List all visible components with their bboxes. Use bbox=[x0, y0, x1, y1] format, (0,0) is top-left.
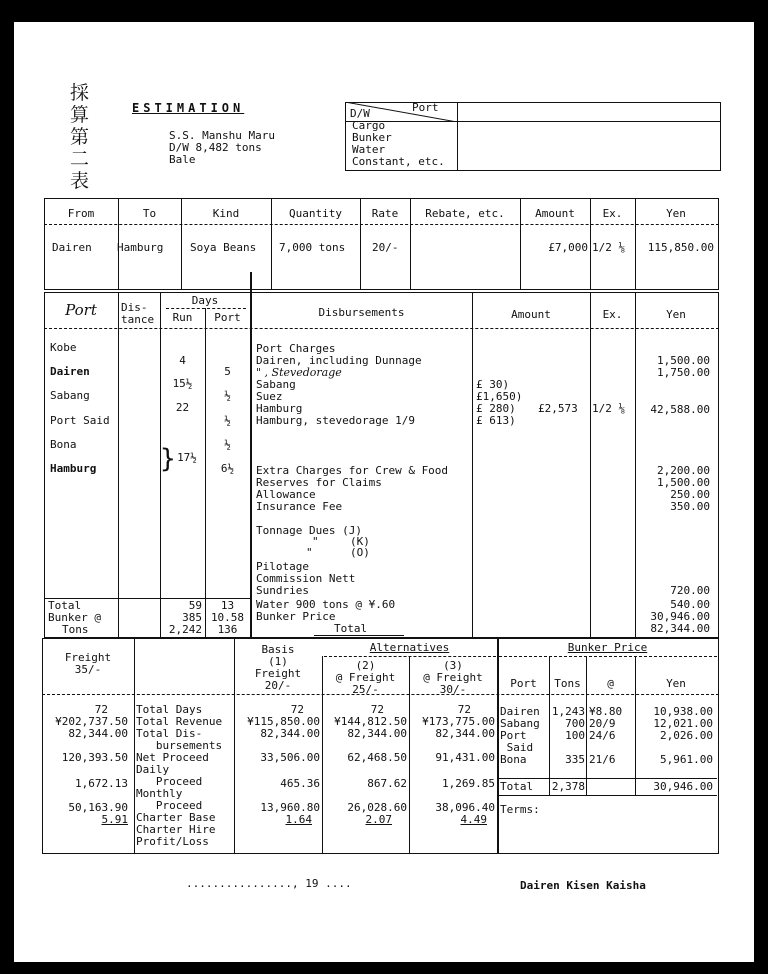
alt2-daily: 867.62 bbox=[367, 777, 407, 790]
voyage-header-port-days: Port bbox=[214, 311, 241, 324]
company-name: Dairen Kisen Kaisha bbox=[520, 879, 646, 892]
voyage-header-disbursements: Disbursements bbox=[318, 306, 405, 319]
dw-row-constant: Constant, etc. bbox=[352, 155, 445, 168]
yen-extra-1: 2,200.00 bbox=[657, 464, 710, 477]
extra-allowance: Allowance bbox=[256, 488, 316, 501]
port-port-said: Port Said bbox=[50, 414, 110, 427]
freight-total-disb: 82,344.00 bbox=[68, 727, 128, 740]
bunker-header-at: @ bbox=[607, 677, 614, 690]
totals-port-3: 136 bbox=[217, 623, 238, 636]
document-page bbox=[14, 22, 754, 962]
basis-monthly: 13,960.80 bbox=[260, 801, 320, 814]
yen-extra-2: 1,500.00 bbox=[657, 476, 710, 489]
ship-name: S.S. Manshu Maru bbox=[169, 129, 275, 142]
freight-yen: 115,850.00 bbox=[647, 241, 714, 254]
tonnage-dues: Tonnage Dues (J) bbox=[256, 524, 362, 537]
bunker-total-label: Total bbox=[500, 780, 534, 793]
freight-daily: 1,672.13 bbox=[75, 777, 128, 790]
port-hamburg: Hamburg bbox=[50, 462, 97, 475]
bunker-tons: 1,243 700 100 335 bbox=[551, 705, 585, 766]
voyage-header-days: Days bbox=[191, 294, 219, 307]
totals-run-3: 2,242 bbox=[168, 623, 202, 636]
disb-dairen-dunnage: Dairen, including Dunnage bbox=[256, 354, 422, 367]
disb-total-label: Total bbox=[334, 622, 368, 635]
bunker-yen: 10,938.00 12,021.00 2,026.00 5,961.00 bbox=[653, 705, 713, 766]
disb-port-charges: Port Charges bbox=[256, 342, 336, 355]
disb-dairen-stevedorage: " , Stevedorage bbox=[256, 366, 342, 379]
terms-label: Terms: bbox=[500, 803, 540, 816]
dw-row-cargo: Cargo bbox=[352, 119, 386, 132]
basis-total-disb: 82,344.00 bbox=[260, 727, 320, 740]
tonnage-ditto-1: " bbox=[312, 535, 319, 548]
tonnage-o: (O) bbox=[350, 546, 370, 559]
alt3-net-proceed: 91,431.00 bbox=[435, 751, 495, 764]
run-days-4: 17½ bbox=[177, 451, 197, 464]
voyage-header-port: Port bbox=[65, 301, 97, 319]
port-dairen: Dairen bbox=[50, 365, 90, 378]
disb-bunker-price: Bunker Price bbox=[256, 610, 336, 623]
extra-crew-food: Extra Charges for Crew & Food bbox=[256, 464, 449, 477]
disb-amount-1: £ 30) bbox=[476, 378, 510, 391]
port-days-4: ½ bbox=[224, 438, 231, 451]
freight-header-yen: Yen bbox=[666, 207, 686, 220]
totals-label-tons: Tons bbox=[62, 623, 89, 636]
freight-header-rebate: Rebate, etc. bbox=[425, 207, 505, 220]
dw-row-water: Water bbox=[352, 143, 386, 156]
freight-header-amount: Amount bbox=[535, 207, 575, 220]
totals-port-2: 10.58 bbox=[210, 611, 245, 624]
run-days-3: 22 bbox=[175, 401, 190, 414]
ship-bale: Bale bbox=[169, 153, 196, 166]
run-days-1: 4 bbox=[179, 354, 186, 367]
alt3-total-disb: 82,344.00 bbox=[435, 727, 495, 740]
disb-commission: Commission Nett bbox=[256, 572, 356, 585]
alt3-monthly: 38,096.40 bbox=[435, 801, 495, 814]
yen-dairen: 1,750.00 bbox=[657, 366, 710, 379]
summary-header-alternatives: Alternatives bbox=[369, 641, 450, 654]
summary-header-freight: Freight 35/- bbox=[64, 651, 112, 676]
yen-extra-4: 350.00 bbox=[670, 500, 710, 513]
disb-ex: 1/2 ⅛ bbox=[592, 402, 626, 415]
dw-label: D/W bbox=[350, 107, 370, 120]
run-days-2: 15½ bbox=[172, 377, 193, 390]
freight-header-kind: Kind bbox=[212, 207, 240, 220]
summary-header-basis: Basis (1) Freight 20/- bbox=[254, 643, 302, 692]
yen-kobe: 1,500.00 bbox=[657, 354, 710, 367]
disb-hamburg-stevedorage: Hamburg, stevedorage 1/9 bbox=[256, 414, 415, 427]
alt3-total-revenue: ¥173,775.00 bbox=[422, 715, 495, 728]
extra-insurance: Insurance Fee bbox=[256, 500, 343, 513]
totals-label-total: Total bbox=[48, 599, 82, 612]
freight-ex: 1/2 ⅛ bbox=[592, 241, 626, 254]
disb-suez: Suez bbox=[256, 390, 283, 403]
freight-header-from: From bbox=[67, 207, 95, 220]
totals-run-2: 385 bbox=[182, 611, 202, 624]
disb-sundries: Sundries bbox=[256, 584, 309, 597]
disb-amount-2: £1,650) bbox=[476, 390, 523, 403]
alt2-monthly: 26,028.60 bbox=[347, 801, 407, 814]
freight-header-quantity: Quantity bbox=[289, 207, 342, 220]
port-days-2: ½ bbox=[224, 389, 231, 402]
document-title: ESTIMATION bbox=[132, 101, 245, 115]
side-stamp: 採算第二表 bbox=[70, 82, 90, 192]
freight-charter-base: 5.91 bbox=[101, 813, 128, 826]
freight-header-rate: Rate bbox=[371, 207, 399, 220]
freight-total-days: 72 bbox=[94, 703, 108, 716]
basis-net-proceed: 33,506.00 bbox=[260, 751, 320, 764]
ship-deadweight: D/W 8,482 tons bbox=[169, 141, 262, 154]
freight-total-revenue: ¥202,737.50 bbox=[55, 715, 128, 728]
freight-kind: Soya Beans bbox=[190, 241, 257, 254]
totals-port-1: 13 bbox=[220, 599, 235, 612]
page-number: ................, 19 .... bbox=[186, 877, 352, 890]
bunker-ports: Dairen Sabang Port Said Bona bbox=[500, 705, 540, 766]
totals-run-1: 59 bbox=[188, 599, 202, 612]
basis-total-revenue: ¥115,850.00 bbox=[247, 715, 320, 728]
voyage-header-distance: Dis- tance bbox=[121, 301, 155, 326]
freight-header-to: To bbox=[142, 207, 157, 220]
port-days-5: 6½ bbox=[220, 462, 235, 475]
bunker-header-tons: Tons bbox=[554, 677, 581, 690]
voyage-header-yen: Yen bbox=[666, 308, 686, 321]
disb-amount-4: £ 613) bbox=[476, 414, 516, 427]
port-bona: Bona bbox=[50, 438, 77, 451]
freight-rate: 20/- bbox=[372, 241, 399, 254]
freight-from: Dairen bbox=[52, 241, 92, 254]
yen-sundries: 720.00 bbox=[670, 584, 710, 597]
port-days-1: 5 bbox=[224, 365, 231, 378]
yen-bunker: 30,946.00 bbox=[650, 610, 710, 623]
yen-water: 540.00 bbox=[670, 598, 710, 611]
summary-header-alt3: (3) @ Freight 30/- bbox=[423, 659, 483, 696]
basis-charter-base: 1.64 bbox=[285, 813, 312, 826]
bunker-header-yen: Yen bbox=[666, 677, 686, 690]
basis-daily: 465.36 bbox=[280, 777, 320, 790]
bunker-header-port: Port bbox=[510, 677, 537, 690]
freight-to: Hamburg bbox=[117, 241, 164, 254]
disb-pilotage: Pilotage bbox=[256, 560, 309, 573]
alt2-total-days: 72 bbox=[370, 703, 384, 716]
port-label: Port bbox=[412, 101, 439, 114]
tonnage-k: (K) bbox=[350, 535, 370, 548]
alt2-charter-base: 2.07 bbox=[365, 813, 392, 826]
summary-header-alt2: (2) @ Freight 25/- bbox=[335, 659, 396, 696]
freight-amount: £7,000 bbox=[548, 241, 588, 254]
totals-label-bunker: Bunker @ bbox=[48, 611, 101, 624]
freight-header-ex: Ex. bbox=[602, 207, 623, 220]
extra-claims: Reserves for Claims bbox=[256, 476, 382, 489]
summary-row-labels: Total Days Total Revenue Total Dis- bursements Net Proceed Daily Proceed Monthly Proceed Charter Base Charter Hire Profit/Loss bbox=[136, 703, 223, 848]
yen-disbursements: 42,588.00 bbox=[650, 403, 710, 416]
freight-monthly: 50,163.90 bbox=[68, 801, 128, 814]
freight-net-proceed: 120,393.50 bbox=[61, 751, 128, 764]
alt3-total-days: 72 bbox=[457, 703, 471, 716]
disb-amount-total: £2,573 bbox=[538, 402, 578, 415]
alt2-net-proceed: 62,468.50 bbox=[347, 751, 407, 764]
dw-row-bunker: Bunker bbox=[352, 131, 392, 144]
disb-sabang: Sabang bbox=[256, 378, 296, 391]
alt2-total-revenue: ¥144,812.50 bbox=[334, 715, 407, 728]
yen-extra-3: 250.00 bbox=[670, 488, 710, 501]
yen-total: 82,344.00 bbox=[650, 622, 710, 635]
disb-amount-3: £ 280) bbox=[476, 402, 516, 415]
alt3-daily: 1,269.85 bbox=[442, 777, 495, 790]
basis-total-days: 72 bbox=[290, 703, 304, 716]
port-sabang: Sabang bbox=[50, 389, 90, 402]
voyage-header-amount: Amount bbox=[511, 308, 551, 321]
run-brace: } bbox=[160, 444, 176, 474]
bunker-price-title: Bunker Price bbox=[567, 641, 648, 654]
voyage-header-ex: Ex. bbox=[602, 308, 623, 321]
voyage-header-run: Run bbox=[172, 311, 193, 324]
port-kobe: Kobe bbox=[50, 341, 77, 354]
bunker-total-tons: 2,378 bbox=[551, 780, 585, 793]
disb-hamburg: Hamburg bbox=[256, 402, 303, 415]
alt3-charter-base: 4.49 bbox=[460, 813, 487, 826]
disb-water: Water 900 tons @ ¥.60 bbox=[256, 598, 396, 611]
alt2-total-disb: 82,344.00 bbox=[347, 727, 407, 740]
tonnage-ditto-2: " bbox=[306, 546, 313, 559]
freight-quantity: 7,000 tons bbox=[279, 241, 346, 254]
port-days-3: ½ bbox=[224, 414, 231, 427]
bunker-total-yen: 30,946.00 bbox=[653, 780, 713, 793]
bunker-rates: ¥8.80 20/9 24/6 21/6 bbox=[589, 705, 623, 766]
